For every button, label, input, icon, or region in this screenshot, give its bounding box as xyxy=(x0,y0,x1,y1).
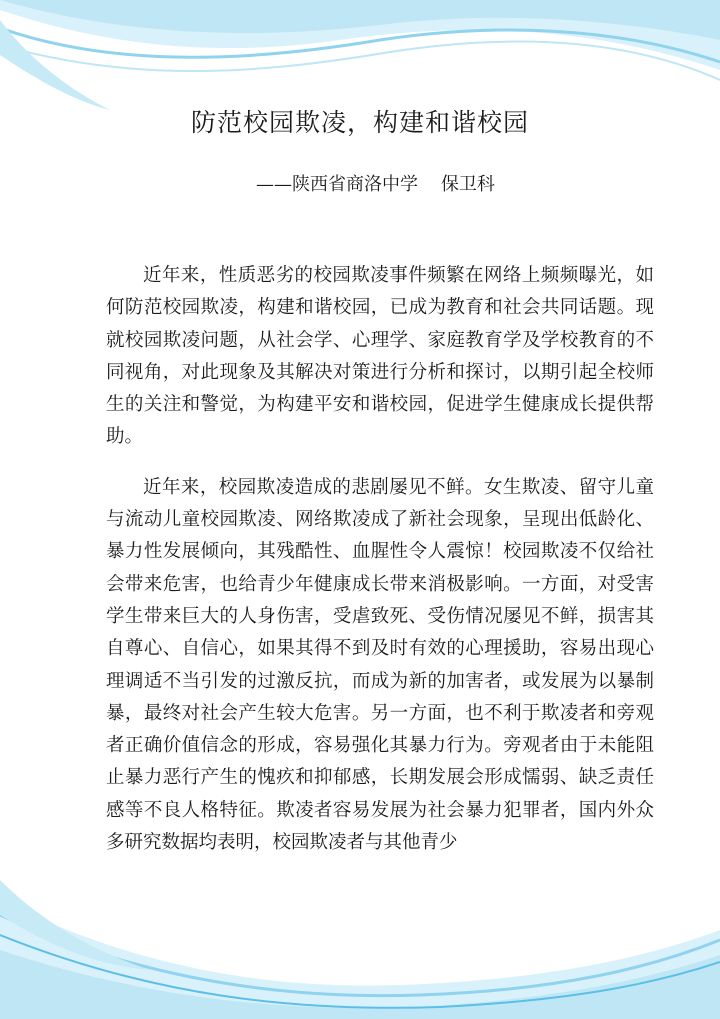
bottom-wave-light xyxy=(0,900,720,1019)
paragraph-2: 近年来，校园欺凌造成的悲剧屡见不鲜。女生欺凌、留守儿童与流动儿童校园欺凌、网络欺凌成了新社会现象，呈现出低龄化、暴力性发展倾向，其残酷性、血腥性令人震惊！校园欺凌不仅给社会带来危害，也给青少年健康成长带来消极影响。一方面，对受害学生带来巨大的人身伤害，受虐致死、受伤情况屡见不鲜，损害其自尊心、自信心，如果其得不到及时有效的心理援助，容易出现心理调适不当引发的过激反抗，而成为新的加害者，或发展为以暴制暴，最终对社会产生较大危害。另一方面，也不利于欺凌者和旁观者正确价值信念的形成，容易强化其暴力行为。旁观者由于未能阻止暴力恶行产生的愧疚和抑郁感，长期发展会形成懦弱、缺乏责任感等不良人格特征。欺凌者容易发展为社会暴力犯罪者，国内外众多研究数据均表明，校园欺凌者与其他青少 xyxy=(106,476,654,854)
paragraph-1: 近年来，性质恶劣的校园欺凌事件频繁在网络上频频曝光，如何防范校园欺凌，构建和谐校园，已成为教育和社会共同话题。现就校园欺凌问题，从社会学、心理学、家庭教育学及学校教育的不同视角，对此现象及其解决对策进行分析和探讨，以期引起全校师生的关注和警觉，为构建平安和谐校园，促进学生健康成长提供帮助。 xyxy=(106,265,654,448)
document-subtitle: ——陕西省商洛中学 保卫科 xyxy=(256,174,495,195)
top-wave-line-2 xyxy=(0,41,720,80)
top-wave-mid xyxy=(0,0,720,40)
top-left-swoosh xyxy=(0,20,110,110)
top-wave-light xyxy=(0,0,720,70)
bottom-wave-line-2 xyxy=(0,935,720,1008)
document-title: 防范校园欺凌，构建和谐校园 xyxy=(190,108,529,137)
bottom-wave-mid xyxy=(0,950,720,1019)
bottom-left-swoosh xyxy=(0,880,150,970)
top-wave-line-1 xyxy=(0,28,720,62)
document-body xyxy=(106,260,654,877)
bottom-wave-line-1 xyxy=(0,915,720,996)
